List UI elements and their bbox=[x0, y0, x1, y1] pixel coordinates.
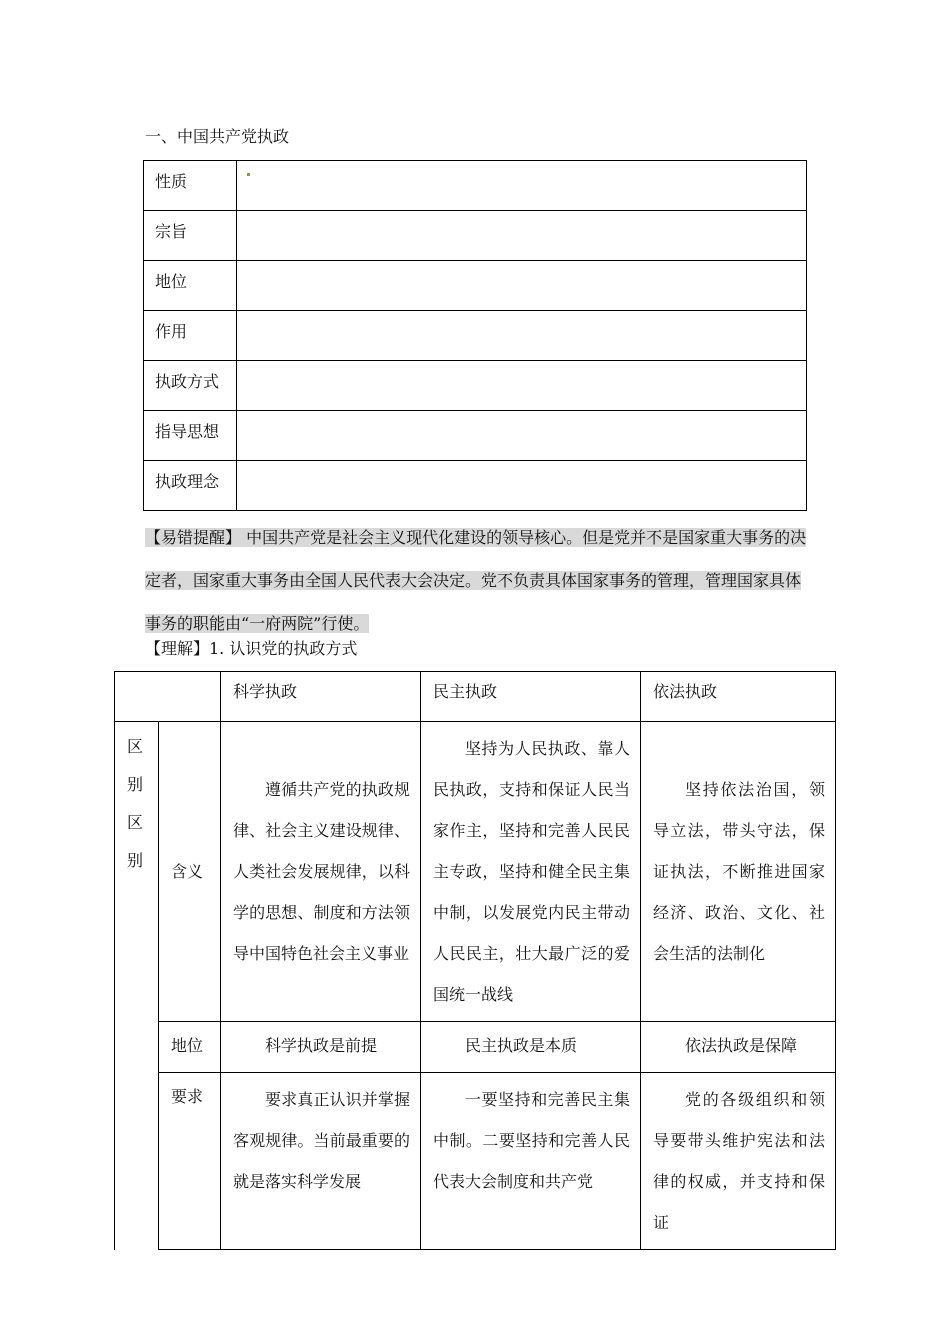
table-row bbox=[144, 261, 807, 311]
row-label: 作用 bbox=[144, 311, 237, 361]
cell-democratic-meaning: 坚持为人民执政、靠人民执政，支持和保证人民当家作主，坚持和完善人民民主专政，坚持和健全民主集中制，以发展党内民主带动人民民主，壮大最广泛的爱国统一战线 bbox=[421, 722, 641, 1022]
table-row bbox=[144, 411, 807, 461]
cell-democratic-requirement: 一要坚持和完善民主集中制。二要坚持和完善人民代表大会制度和共产党 bbox=[421, 1073, 641, 1250]
row-label-status: 地位 bbox=[159, 1022, 221, 1073]
row-label: 执政理念 bbox=[144, 461, 237, 511]
party-governance-table bbox=[143, 160, 807, 511]
cell-scientific-status: 科学执政是前提 bbox=[221, 1022, 421, 1073]
row-value-empty bbox=[237, 361, 807, 411]
row-label: 宗旨 bbox=[144, 211, 237, 261]
stray-mark bbox=[247, 173, 250, 176]
group-label: 区 别 区 别 bbox=[115, 722, 159, 1250]
cell-democratic-status: 民主执政是本质 bbox=[421, 1022, 641, 1073]
table-row bbox=[144, 211, 807, 261]
table-row bbox=[115, 722, 836, 1022]
row-value-empty bbox=[237, 311, 807, 361]
row-value-empty bbox=[237, 461, 807, 511]
row-label: 指导思想 bbox=[144, 411, 237, 461]
section-title: 一、中国共产党执政 bbox=[145, 127, 290, 146]
cell-scientific-requirement: 要求真正认识并掌握客观规律。当前最重要的就是落实科学发展 bbox=[221, 1073, 421, 1250]
cell-scientific-meaning: 遵循共产党的执政规律、社会主义建设规律、人类社会发展规律，以科学的思想、制度和方法领导中国特色社会主义事业 bbox=[221, 722, 421, 1022]
row-label: 地位 bbox=[144, 261, 237, 311]
note-tag: 【易错提醒】 bbox=[145, 528, 242, 547]
cell-lawful-status: 依法执政是保障 bbox=[641, 1022, 836, 1073]
row-label: 性质 bbox=[144, 161, 237, 211]
cell-lawful-meaning: 坚持依法治国，领导立法，带头守法，保证执法，不断推进国家经济、政治、文化、社会生活的法制化 bbox=[641, 722, 836, 1022]
row-label-requirement: 要求 bbox=[159, 1073, 221, 1250]
error-reminder-note bbox=[145, 516, 807, 645]
row-value-empty bbox=[237, 411, 807, 461]
table-row bbox=[144, 161, 807, 211]
header-empty bbox=[115, 672, 221, 722]
note-text: 中国共产党是社会主义现代化建设的领导核心。但是党并不是国家重大事务的决定者，国家重大事务由全国人民代表大会决定。党不负责具体国家事务的管理，管理国家具体事务的职能由“一府两院”行使。 bbox=[145, 528, 807, 633]
row-label-meaning: 含义 bbox=[159, 722, 221, 1022]
row-value-empty bbox=[237, 161, 807, 211]
header-democratic: 民主执政 bbox=[421, 672, 641, 722]
row-value-empty bbox=[237, 211, 807, 261]
header-lawful: 依法执政 bbox=[641, 672, 836, 722]
header-row bbox=[115, 672, 836, 722]
table-row bbox=[144, 311, 807, 361]
row-value-empty bbox=[237, 261, 807, 311]
governance-methods-table bbox=[114, 671, 836, 1250]
understand-heading: 【理解】1. 认识党的执政方式 bbox=[145, 639, 358, 658]
table-row bbox=[115, 1022, 836, 1073]
table-row bbox=[144, 361, 807, 411]
table-row bbox=[144, 461, 807, 511]
table-row bbox=[115, 1073, 836, 1250]
header-scientific: 科学执政 bbox=[221, 672, 421, 722]
cell-lawful-requirement: 党的各级组织和领导要带头维护宪法和法律的权威，并支持和保证 bbox=[641, 1073, 836, 1250]
row-label: 执政方式 bbox=[144, 361, 237, 411]
